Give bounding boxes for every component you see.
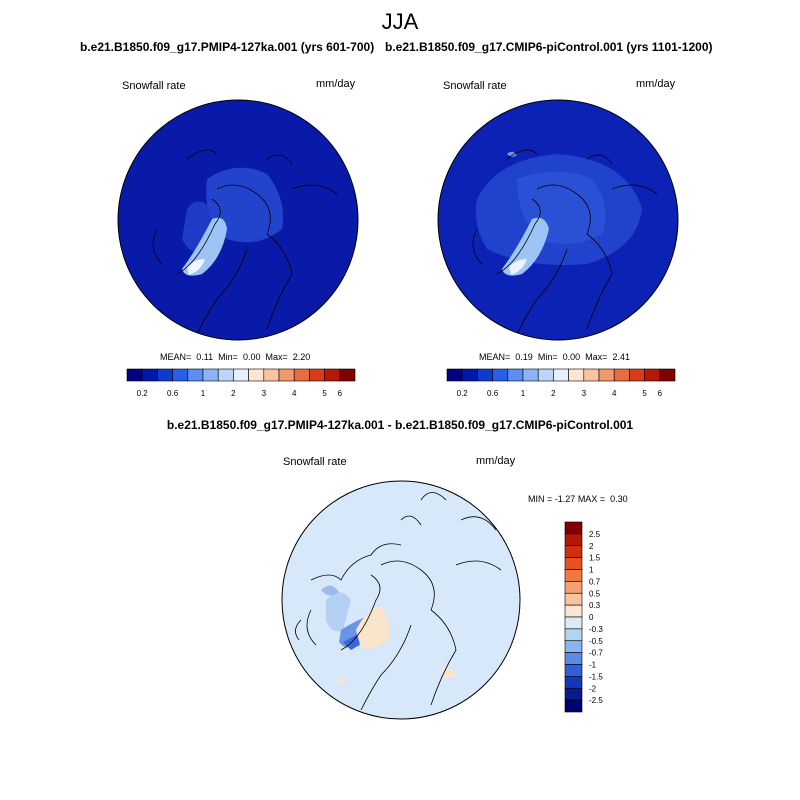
- map-left: [117, 99, 359, 341]
- minmax-diff: MIN = -1.27 MAX = 0.30: [528, 494, 628, 504]
- colorbar-swatch: [142, 369, 157, 381]
- colorbar-swatch: [157, 369, 172, 381]
- colorbar-tick-label: 1: [589, 565, 594, 575]
- stats-left: MEAN= 0.11 Min= 0.00 Max= 2.20: [160, 352, 311, 362]
- colorbar-swatch: [565, 688, 582, 700]
- colorbar-tick-label: -2: [589, 684, 597, 694]
- colorbar-tick-label: 2: [589, 541, 594, 551]
- colorbar-tick-label: 0.5: [589, 589, 601, 599]
- colorbar-swatch: [614, 369, 629, 381]
- colorbar-swatch: [477, 369, 492, 381]
- colorbar-swatch: [565, 605, 582, 617]
- colorbar-swatch: [565, 570, 582, 582]
- colorbar-swatch: [565, 593, 582, 605]
- colorbar-swatch: [569, 369, 584, 381]
- colorbar-swatch: [538, 369, 553, 381]
- colorbar-swatch: [173, 369, 188, 381]
- colorbar-tick-label: -2.5: [589, 696, 603, 706]
- colorbar-tick-label: -1.5: [589, 672, 603, 682]
- colorbar-tick-label: 0.6: [167, 389, 179, 398]
- colorbar-tick-label: 6: [657, 389, 663, 398]
- map-difference: [281, 480, 521, 720]
- colorbar-swatch: [462, 369, 477, 381]
- units-label-diff: mm/day: [476, 455, 516, 467]
- colorbar-tick-label: -0.7: [589, 648, 603, 658]
- colorbar-tick-label: 0.6: [487, 389, 499, 398]
- panel-title-right: b.e21.B1850.f09_g17.CMIP6-piControl.001 (yrs 1101-1200): [385, 40, 713, 54]
- colorbar-swatch: [565, 653, 582, 665]
- colorbar-swatch: [565, 641, 582, 653]
- colorbar-swatch: [565, 534, 582, 546]
- colorbar-tick-label: 1: [200, 389, 206, 398]
- colorbar-swatch: [565, 676, 582, 688]
- colorbar-tick-label: -0.5: [589, 636, 603, 646]
- colorbar-tick-label: 6: [337, 389, 343, 398]
- colorbar-tick-label: -0.3: [589, 624, 603, 634]
- colorbar-swatch: [447, 369, 462, 381]
- colorbar-tick-label: 2: [551, 389, 556, 398]
- colorbar-swatch: [660, 369, 675, 381]
- units-label-left: mm/day: [316, 78, 356, 90]
- colorbar-tick-label: 2: [231, 389, 236, 398]
- colorbar-tick-label: -1: [589, 660, 597, 670]
- colorbar-swatch: [584, 369, 599, 381]
- colorbar-swatch: [188, 369, 203, 381]
- colorbar-tick-label: 0.2: [136, 389, 148, 398]
- colorbar-swatch: [127, 369, 142, 381]
- colorbar-swatch: [508, 369, 523, 381]
- colorbar-swatch: [218, 369, 233, 381]
- colorbar-swatch: [493, 369, 508, 381]
- colorbar-swatch: [565, 522, 582, 534]
- colorbar-tick-label: 3: [581, 389, 587, 398]
- colorbar-tick-label: 2.5: [589, 529, 601, 539]
- colorbar-swatch: [249, 369, 264, 381]
- colorbar-tick-label: 1: [520, 389, 526, 398]
- colorbar-tick-label: 1.5: [589, 553, 601, 563]
- colorbar-swatch: [203, 369, 218, 381]
- colorbar-swatch: [565, 665, 582, 677]
- colorbar-tick-label: 4: [291, 389, 297, 398]
- colorbar-swatch: [645, 369, 660, 381]
- figure-title: JJA: [381, 9, 419, 34]
- colorbar-swatch: [340, 369, 355, 381]
- colorbar-tick-label: 0.7: [589, 577, 601, 587]
- colorbar-swatch: [233, 369, 248, 381]
- variable-label-diff: Snowfall rate: [283, 456, 347, 468]
- colorbar-tick-label: 0: [589, 613, 594, 622]
- colorbar-swatch: [599, 369, 614, 381]
- map-right: [437, 99, 679, 341]
- stats-right: MEAN= 0.19 Min= 0.00 Max= 2.41: [479, 352, 630, 362]
- colorbar-right: [445, 368, 677, 400]
- colorbar-tick-label: 0.2: [456, 389, 468, 398]
- colorbar-swatch: [309, 369, 324, 381]
- colorbar-left: [125, 368, 357, 400]
- colorbar-swatch: [279, 369, 294, 381]
- variable-label-left: Snowfall rate: [122, 80, 186, 92]
- colorbar-swatch: [565, 558, 582, 570]
- colorbar-swatch: [325, 369, 340, 381]
- colorbar-swatch: [565, 546, 582, 558]
- panel-title-left: b.e21.B1850.f09_g17.PMIP4-127ka.001 (yrs 601-700): [80, 40, 375, 54]
- colorbar-swatch: [565, 700, 582, 712]
- colorbar-swatch: [629, 369, 644, 381]
- colorbar-difference: [564, 521, 614, 713]
- colorbar-tick-label: 5: [322, 389, 327, 398]
- units-label-right: mm/day: [636, 78, 676, 90]
- colorbar-swatch: [565, 617, 582, 629]
- colorbar-tick-label: 3: [261, 389, 267, 398]
- colorbar-swatch: [553, 369, 568, 381]
- colorbar-swatch: [523, 369, 538, 381]
- colorbar-swatch: [565, 629, 582, 641]
- colorbar-swatch: [264, 369, 279, 381]
- colorbar-tick-label: 0.3: [589, 601, 601, 611]
- colorbar-tick-label: 5: [642, 389, 647, 398]
- colorbar-tick-label: 4: [611, 389, 617, 398]
- colorbar-swatch: [294, 369, 309, 381]
- difference-title: b.e21.B1850.f09_g17.PMIP4-127ka.001 - b.e21.B1850.f09_g17.CMIP6-piControl.001: [166, 418, 634, 432]
- colorbar-swatch: [565, 581, 582, 593]
- variable-label-right: Snowfall rate: [443, 80, 507, 92]
